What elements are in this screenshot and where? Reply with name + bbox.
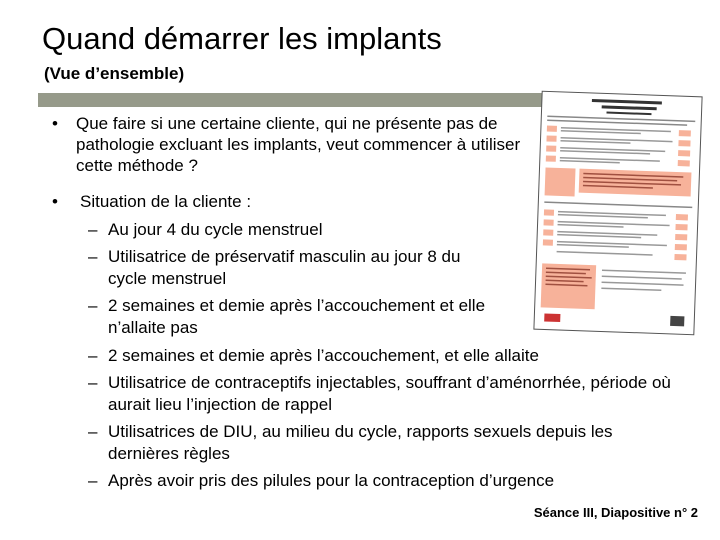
sub-item-text: Utilisatrice de contraceptifs injectables, souffrant d’aménorrhée, période où aurait lieu l’injection de rappel [108,373,671,414]
sub-item-text: Après avoir pris des pilules pour la contraception d’urgence [108,471,555,490]
dash-marker: – [88,220,98,239]
bullet-marker: • [52,192,58,211]
dash-marker: – [88,422,98,441]
slide-subtitle: (Vue d’ensemble) [44,64,185,83]
bullet-marker: • [52,114,58,133]
sub-item-text: 2 semaines et demie après l’accouchement et elle n’allaite pas [108,296,486,337]
dash-marker: – [88,247,98,266]
sub-item-text: 2 semaines et demie après l’accouchement, et elle allaite [108,346,539,365]
dash-marker: – [88,373,98,392]
bullet-text: Situation de la cliente : [80,192,252,211]
sub-item-text: Au jour 4 du cycle menstruel [108,220,323,239]
dash-marker: – [88,346,98,365]
document-thumbnail-image [528,88,708,338]
slide-footer: Séance III, Diapositive n° 2 [533,505,698,520]
bullet-text: Que faire si une certaine cliente, qui ne présente pas de pathologie excluant les implants, veut commencer à utiliser cette méthode ? [76,114,521,175]
dash-marker: – [88,471,98,490]
slide-title: Quand démarrer les implants [42,21,442,56]
sub-item-text: Utilisatrice de préservatif masculin au jour 8 du cycle menstruel [108,247,461,288]
dash-marker: – [88,296,98,315]
title-divider-bar [38,93,558,107]
sub-item-text: Utilisatrices de DIU, au milieu du cycle, rapports sexuels depuis les dernières règles [108,422,613,463]
